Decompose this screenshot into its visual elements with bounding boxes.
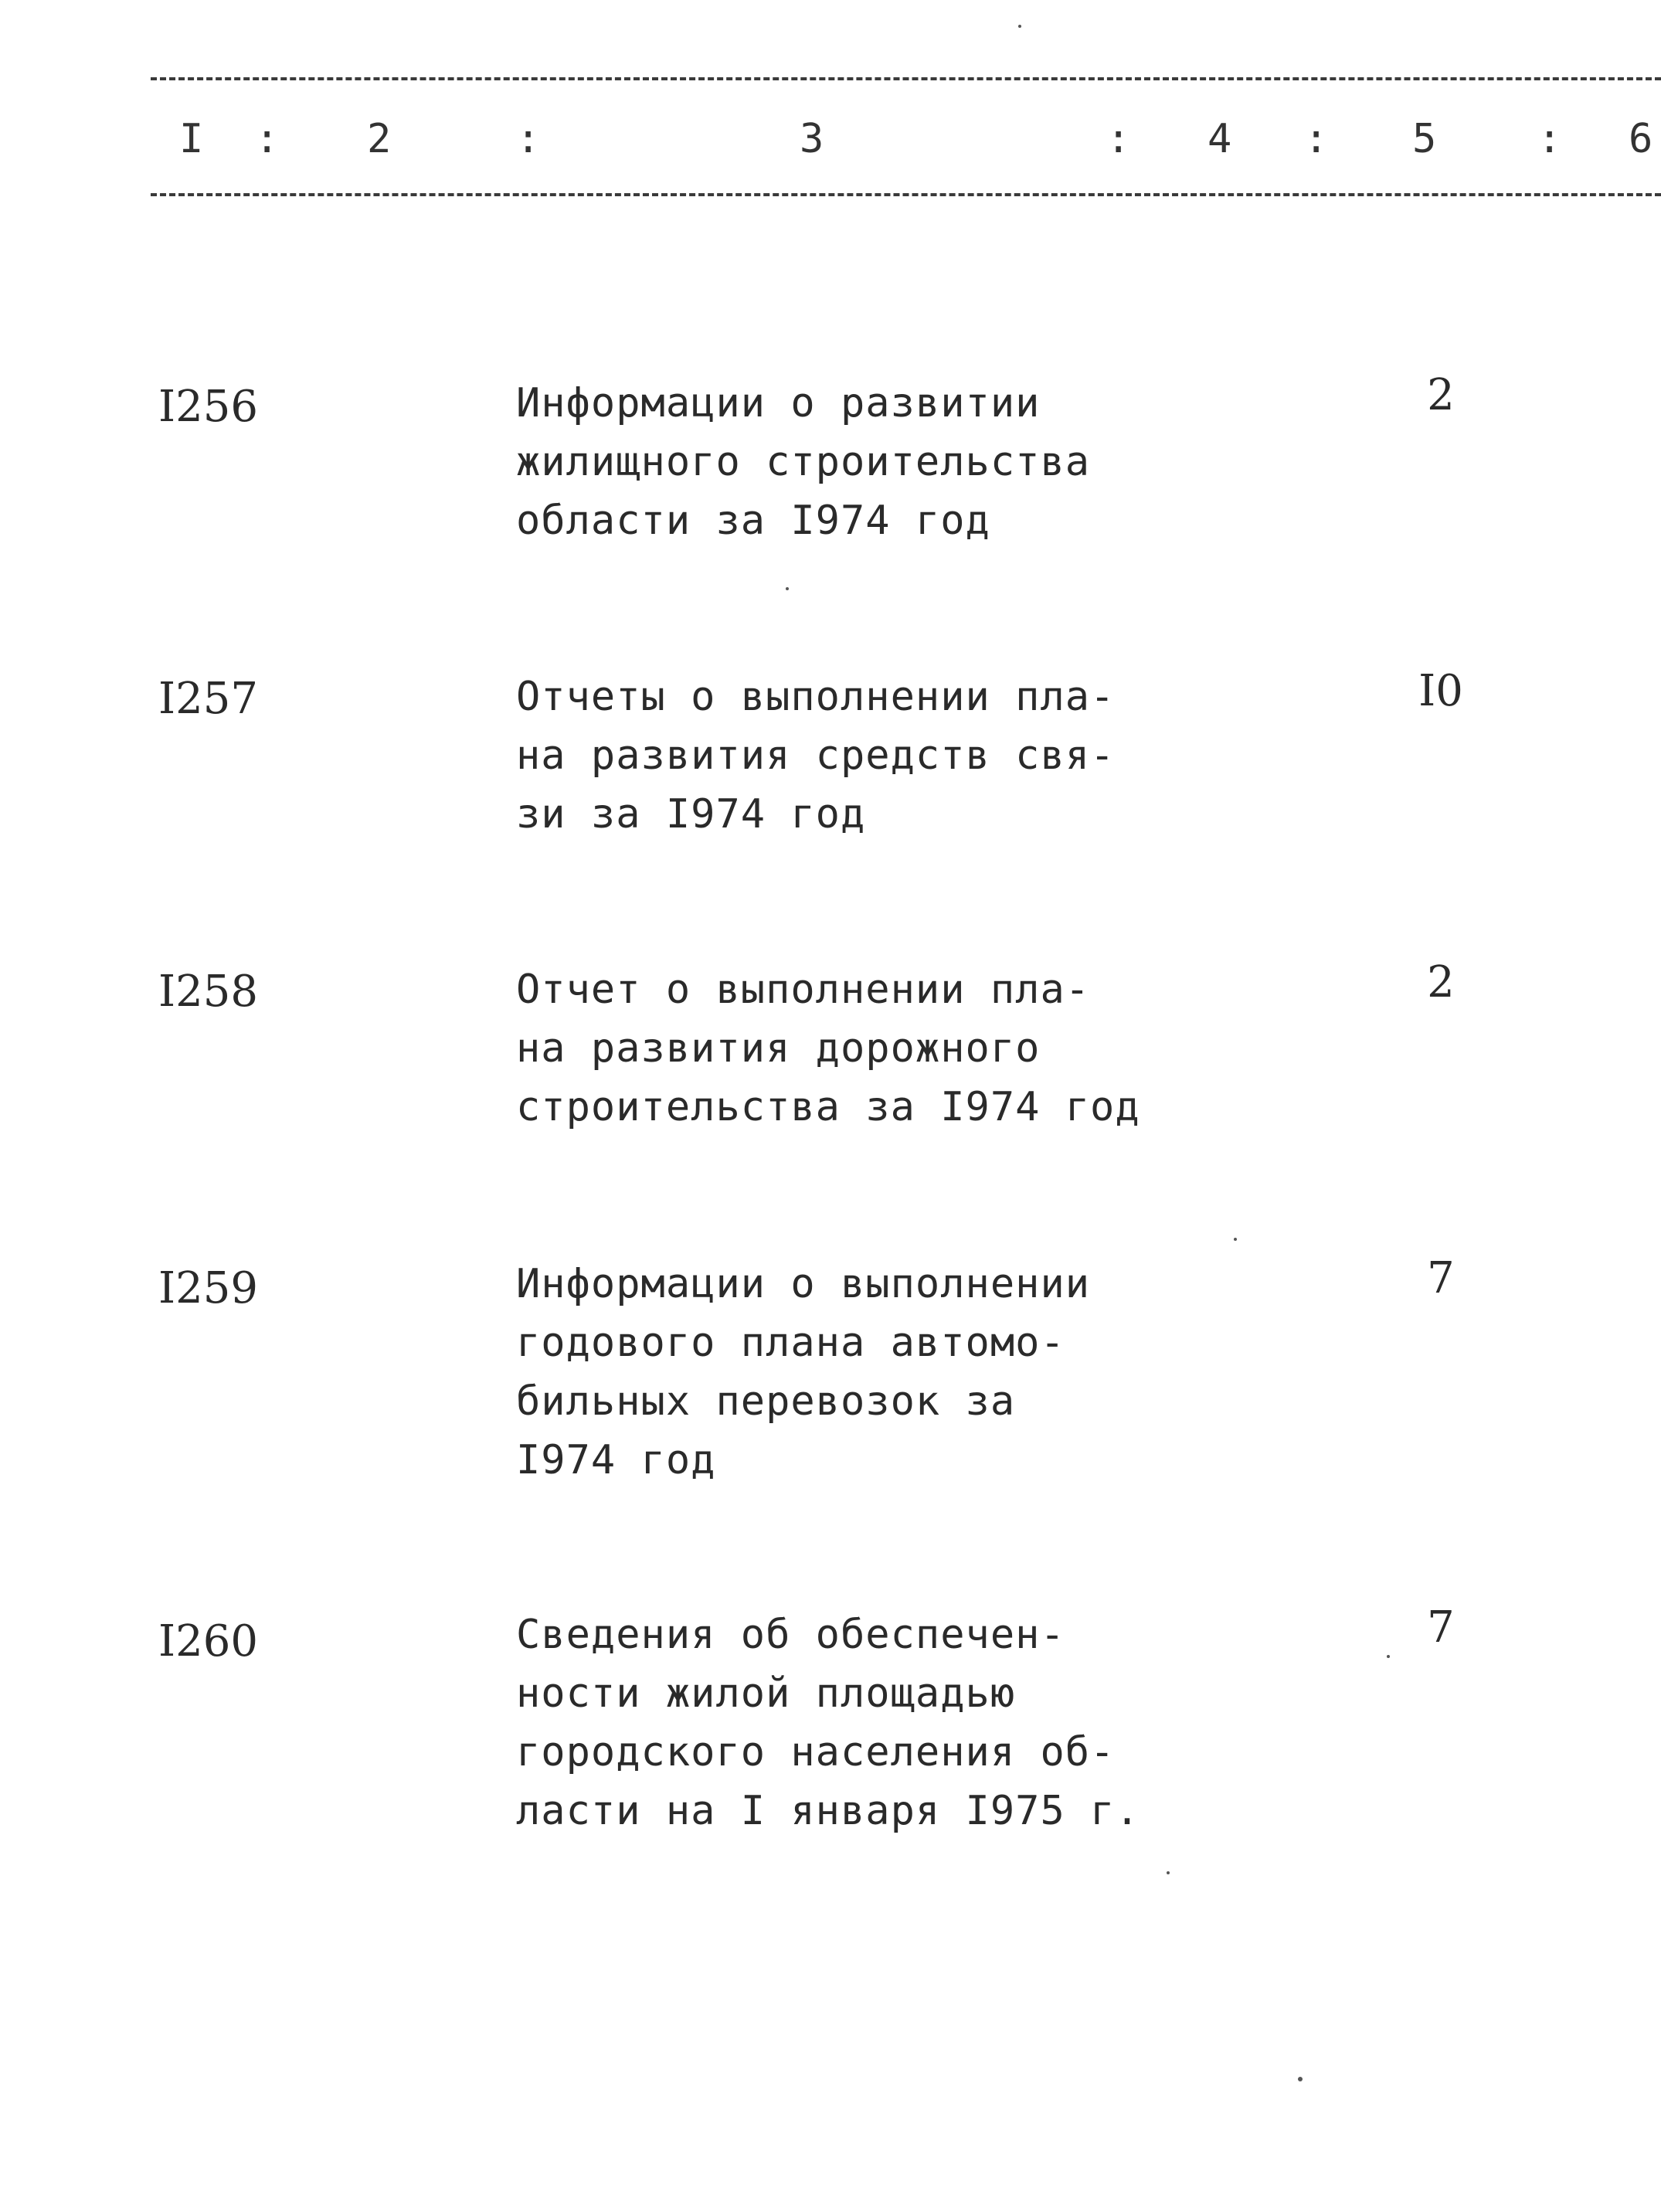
scan-speck xyxy=(1387,1655,1390,1658)
row-number: I257 xyxy=(158,674,259,724)
column-header-1: I xyxy=(179,116,204,162)
column-header-2: 2 xyxy=(367,116,392,162)
row-title: Сведения об обеспечен- ности жилой площадью городского населения об- ласти на I января I975 г. xyxy=(516,1612,1140,1834)
row-title: Информации о развитии жилищного строительства области за I974 год xyxy=(516,380,1091,544)
scan-speck xyxy=(1018,25,1021,28)
row-number: I259 xyxy=(158,1263,259,1313)
row-title: Отчеты о выполнении пла- на развития средств свя- зи за I974 год xyxy=(516,674,1116,838)
row-number: I258 xyxy=(158,967,259,1017)
row-count: 2 xyxy=(1427,957,1455,1007)
column-header-5: 5 xyxy=(1412,116,1437,162)
row-title: Отчет о выполнении пла- на развития дорожного строительства за I974 год xyxy=(516,967,1140,1130)
column-separator: : xyxy=(255,116,280,162)
scan-speck xyxy=(1234,1238,1237,1241)
scan-speck xyxy=(786,587,789,590)
row-number: I260 xyxy=(158,1616,259,1667)
row-number: I256 xyxy=(158,382,259,432)
column-header-4: 4 xyxy=(1208,116,1232,162)
column-separator: : xyxy=(1106,116,1131,162)
column-header-6: 6 xyxy=(1629,116,1653,162)
column-separator: : xyxy=(1304,116,1329,162)
column-separator: : xyxy=(516,116,541,162)
row-count: 7 xyxy=(1427,1253,1455,1303)
column-separator: : xyxy=(1537,116,1562,162)
row-count: 2 xyxy=(1427,370,1455,420)
row-title: Информации о выполнении годового плана автомо- бильных перевозок за I974 год xyxy=(516,1261,1091,1483)
row-count: 7 xyxy=(1427,1602,1455,1653)
header-top-rule xyxy=(151,77,1661,80)
scan-speck xyxy=(1167,1871,1170,1874)
header-bottom-rule xyxy=(151,193,1661,196)
row-count: I0 xyxy=(1418,666,1463,716)
scan-speck xyxy=(1298,2077,1303,2081)
column-header-3: 3 xyxy=(800,116,824,162)
